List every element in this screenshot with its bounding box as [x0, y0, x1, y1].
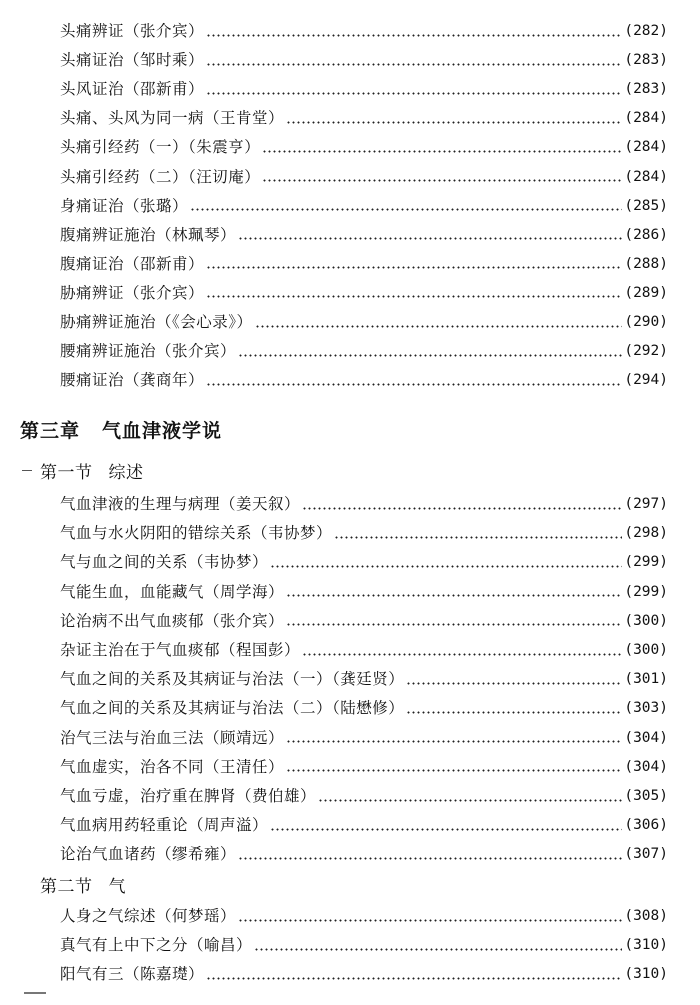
toc-entry-page: (289)	[624, 284, 668, 301]
toc-entry	[60, 75, 668, 103]
toc-entry	[60, 163, 668, 191]
toc-entry-page: (306)	[624, 817, 668, 834]
toc-entry	[60, 46, 668, 74]
toc-entry	[60, 636, 668, 664]
toc-entry-page: (284)	[624, 168, 668, 185]
toc-entry-title: 治气三法与治血三法（顾靖远）	[60, 728, 285, 747]
toc-entry-title: 胁痛辨证（张介宾）	[60, 283, 205, 302]
dot-leader	[286, 623, 622, 626]
toc-entry-page: (304)	[624, 729, 668, 746]
toc-entry-page: (285)	[624, 197, 668, 214]
toc-entry-title: 头痛引经药（二）（汪讱庵）	[60, 167, 261, 186]
toc-entry	[60, 578, 668, 606]
dot-leader	[302, 507, 622, 510]
toc-entry	[60, 366, 668, 394]
dot-leader	[406, 711, 622, 714]
toc-entry-page: (290)	[624, 314, 668, 330]
toc-entry	[60, 192, 668, 220]
toc-entry-page: (284)	[624, 139, 668, 156]
toc-entry-title: 气血之间的关系及其病证与治法（一）（龚廷贤）	[60, 670, 405, 689]
toc-entry-page: (304)	[624, 758, 668, 775]
toc-entry	[60, 221, 668, 249]
dot-leader	[206, 92, 622, 95]
toc-entry-title: 头痛证治（邹时乘）	[60, 51, 205, 70]
dot-leader	[206, 34, 622, 37]
toc-entry-page: (284)	[624, 110, 668, 127]
toc-entry-title: 气血与水火阴阳的错综关系（韦协梦）	[60, 524, 333, 543]
dot-leader	[206, 383, 622, 386]
toc-entry	[60, 753, 668, 781]
toc-entry	[60, 811, 668, 839]
toc-entry-title: 头痛引经药（一）（朱震亨）	[60, 138, 261, 157]
dot-leader	[318, 799, 622, 802]
section-heading-1	[40, 458, 144, 483]
toc-entry	[60, 607, 668, 635]
toc-entry-page: (307)	[624, 846, 668, 863]
toc-entry-title: 气血亏虚，治疗重在脾肾（费伯雄）	[60, 787, 317, 805]
toc-entry-page: (299)	[624, 554, 668, 571]
chapter-title: 气血津液学说	[102, 420, 223, 442]
toc-entry-title: 气血病用药轻重论（周声溢）	[60, 816, 269, 835]
dot-leader	[238, 354, 622, 357]
toc-entry-title: 人身之气综述（何梦瑶）	[60, 907, 237, 925]
toc-entry	[60, 840, 668, 868]
toc-entry-title: 头痛辨证（张介宾）	[60, 22, 205, 40]
toc-entry-title: 论治病不出气血痰郁（张介宾）	[60, 611, 285, 630]
dot-leader	[270, 828, 622, 831]
toc-entry-title: 头风证治（邵新甫）	[60, 80, 205, 99]
toc-entry-title: 腹痛证治（邵新甫）	[60, 254, 205, 273]
dot-leader	[262, 150, 622, 153]
dot-leader	[302, 653, 622, 656]
section-title: 气	[108, 877, 126, 897]
section-number: 第二节	[40, 877, 93, 897]
toc-entry-page: (310)	[624, 937, 668, 953]
dot-leader	[262, 179, 622, 182]
toc-entry-title: 腰痛证治（龚商年）	[60, 371, 205, 390]
dot-leader	[238, 919, 622, 922]
toc-entry-page: (299)	[624, 583, 668, 600]
dot-leader	[255, 325, 623, 328]
toc-entry	[60, 133, 668, 161]
toc-entry-page: (298)	[624, 525, 668, 542]
toc-entry	[60, 931, 668, 959]
dot-leader	[270, 565, 622, 568]
toc-entry	[60, 782, 668, 810]
toc-entry-title: 论治气血诸药（缪希雍）	[60, 845, 237, 864]
toc-entry-title: 气血之间的关系及其病证与治法（二）（陆懋修）	[60, 699, 405, 718]
dot-leader	[286, 121, 622, 124]
toc-entry-page: (286)	[624, 226, 668, 243]
toc-entry-title: 气能生血，血能藏气（周学海）	[60, 582, 285, 601]
toc-entry-page: (300)	[624, 612, 668, 629]
section-heading-2	[40, 872, 126, 897]
toc-entry-page: (303)	[624, 700, 668, 717]
chapter-number: 第三章	[20, 420, 81, 442]
toc-entry	[60, 548, 668, 576]
toc-entry	[60, 665, 668, 693]
scan-mark	[24, 992, 46, 994]
dot-leader	[206, 63, 622, 66]
toc-entry-page: (301)	[624, 671, 668, 688]
toc-entry	[60, 250, 668, 278]
toc-entry	[60, 279, 668, 307]
toc-entry	[60, 308, 668, 336]
toc-entry-page: (308)	[624, 908, 668, 924]
toc-entry-page: (283)	[624, 52, 668, 69]
toc-entry-title: 阳气有三（陈嘉璴）	[60, 965, 205, 983]
toc-entry	[60, 490, 668, 518]
toc-entry-title: 腹痛辨证施治（林珮琴）	[60, 225, 237, 244]
toc-entry-title: 气血虚实，治各不同（王清任）	[60, 757, 285, 776]
toc-entry-page: (288)	[624, 255, 668, 272]
toc-entry	[60, 104, 668, 132]
section-title: 综述	[108, 463, 144, 483]
toc-entry-page: (292)	[624, 343, 668, 360]
dot-leader	[206, 977, 622, 980]
toc-entry	[60, 519, 668, 547]
toc-entry	[60, 337, 668, 365]
dot-leader	[206, 266, 622, 269]
toc-entry	[60, 694, 668, 722]
toc-entry-page: (297)	[624, 496, 668, 512]
toc-entry	[60, 960, 668, 988]
toc-entry-title: 杂证主治在于气血痰郁（程国彭）	[60, 641, 301, 659]
dot-leader	[254, 948, 622, 951]
dot-leader	[206, 295, 622, 298]
toc-entry-title: 身痛证治（张璐）	[60, 196, 189, 215]
toc-entry	[60, 17, 668, 45]
toc-entry	[60, 724, 668, 752]
dot-leader	[238, 857, 622, 860]
dot-leader	[190, 208, 622, 211]
toc-entry-page: (283)	[624, 81, 668, 98]
toc-entry	[60, 902, 668, 930]
toc-entry-page: (294)	[624, 372, 668, 389]
dot-leader	[286, 740, 622, 743]
scan-mark	[22, 470, 32, 471]
toc-entry-title: 真气有上中下之分（喻昌）	[60, 936, 253, 954]
dot-leader	[406, 682, 622, 685]
toc-entry-title: 气血津液的生理与病理（姜天叙）	[60, 495, 301, 513]
dot-leader	[286, 594, 622, 597]
toc-entry-title: 气与血之间的关系（韦协梦）	[60, 553, 269, 572]
toc-entry-title: 头痛、头风为同一病（王肯堂）	[60, 109, 285, 128]
chapter-heading	[20, 416, 222, 443]
section-number: 第一节	[40, 463, 93, 483]
dot-leader	[334, 536, 622, 539]
toc-entry-page: (305)	[624, 788, 668, 804]
dot-leader	[286, 769, 622, 772]
toc-entry-page: (310)	[624, 966, 668, 982]
dot-leader	[238, 237, 622, 240]
toc-entry-page: (300)	[624, 642, 668, 658]
toc-entry-title: 胁痛辨证施治（《会心录》）	[60, 313, 253, 331]
toc-entry-page: (282)	[624, 23, 668, 39]
toc-entry-title: 腰痛辨证施治（张介宾）	[60, 342, 237, 361]
